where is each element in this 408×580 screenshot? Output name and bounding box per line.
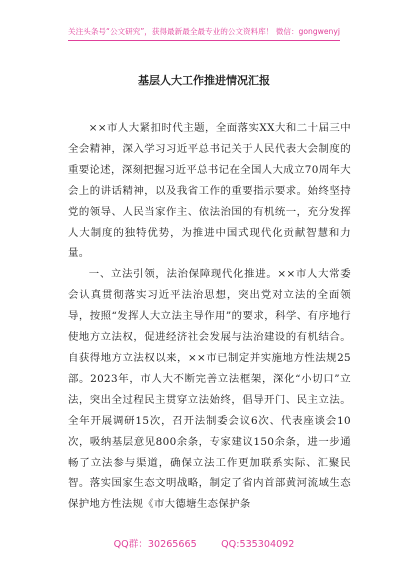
banner-text: 关注头条号“公文研究”，获得最新最全最专业的公文资料库！ 微信：gongwenyj — [68, 27, 340, 36]
paragraph-legislation: 一、立法引领，法治保障现代化推进。××市人大常委会认真贯彻落实习近平法治思想，突出党对立法的全面领导，按照“发挥人大立法主导作用”的要求，科学、有序地行使地方立法权，促进经济社会发展与法治建设的有机结合。自获得地方立法权以来，××市已制定并实施地方性法规25部。2023年，市人大不断完善立法框架，深化“小切口”立法，突出全过程民主贯穿立法始终，倡导开门、民主立法。全年开展调研15次，召开法制委会议6次、代表座谈会10次，吸纳基层意见800余条，专家建议150余条，进一步通畅了立法参与渠道，确保立法工作更加联系实际、汇聚民智。落实国家生态文明战略，制定了省内首部黄河流域生态保护地方性法规《市大德塘生态保护条 — [68, 268, 351, 511]
paragraph-intro: ××市人大紧扣时代主题，全面落实XX大和二十届三中全会精神，深入学习习近平总书记关于人民代表大会制度的重要论述，深刻把握习近平总书记在全国人大成立70周年大会上的讲话精神，以及我省工作的重要指示要求。始终坚持党的领导、人民当家作主、依法治国的有机统一，充分发挥人大制度的独特优势，为推进中国式现代化贡献智慧和力量。 — [68, 122, 351, 260]
footer-contact — [0, 536, 408, 550]
document-title: 基层人大工作推进情况汇报 — [138, 74, 270, 87]
document-body — [68, 118, 351, 515]
qq-group-text: QQ群：30265665 — [113, 539, 197, 550]
header-divider — [68, 40, 340, 41]
qq-contact-text: QQ:535304092 — [221, 539, 295, 550]
